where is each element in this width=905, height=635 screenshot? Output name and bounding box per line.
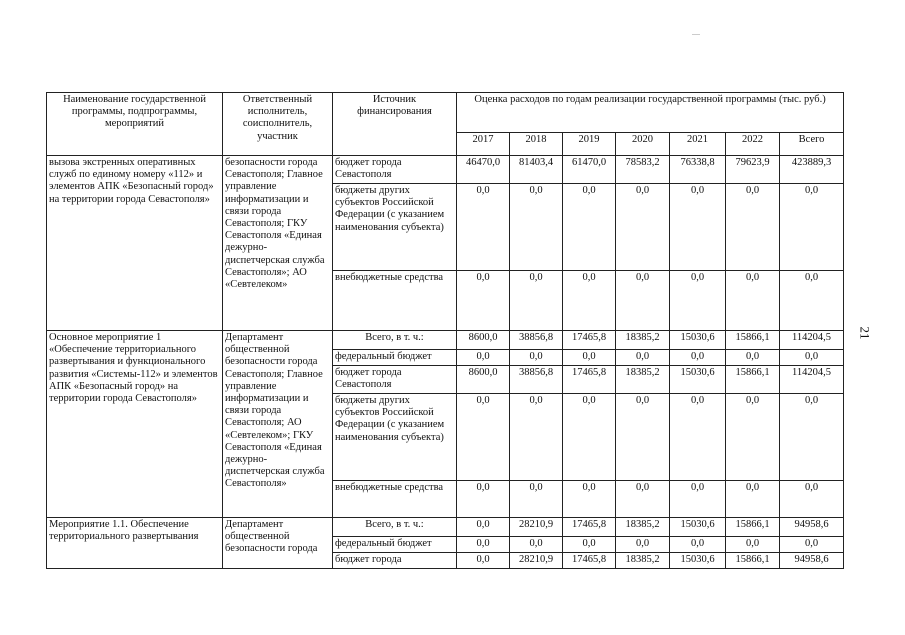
value-cell: 0,0 — [457, 518, 510, 537]
total-cell: 0,0 — [780, 394, 844, 481]
value-cell: 0,0 — [457, 350, 510, 366]
program-name-cell: Мероприятие 1.1. Обеспечение территориального развертывания — [47, 518, 223, 569]
year-total: Всего — [780, 133, 844, 156]
total-cell: 114204,5 — [780, 366, 844, 394]
responsible-cell: безопасности города Севастополя; Главное управление информатизации и связи города Севастополя; ГКУ Севастополя «Единая дежурно-диспетчерская служба Севастополя»; АО «Севтелеком» — [223, 156, 333, 331]
value-cell: 15030,6 — [670, 366, 726, 394]
header-row — [47, 93, 844, 133]
value-cell: 0,0 — [563, 394, 616, 481]
value-cell: 15866,1 — [726, 331, 780, 350]
value-cell: 28210,9 — [510, 553, 563, 569]
total-cell: 0,0 — [780, 184, 844, 271]
value-cell: 15866,1 — [726, 553, 780, 569]
value-cell: 0,0 — [726, 271, 780, 331]
value-cell: 0,0 — [457, 184, 510, 271]
source-cell: бюджеты других субъектов Российской Федерации (с указанием наименования субъекта) — [333, 394, 457, 481]
total-cell: 423889,3 — [780, 156, 844, 184]
table-row — [47, 156, 844, 184]
value-cell: 0,0 — [616, 350, 670, 366]
total-cell: 0,0 — [780, 537, 844, 553]
total-cell: 94958,6 — [780, 553, 844, 569]
value-cell: 0,0 — [457, 271, 510, 331]
value-cell: 0,0 — [457, 537, 510, 553]
value-cell: 76338,8 — [670, 156, 726, 184]
total-cell: 0,0 — [780, 481, 844, 518]
value-cell: 0,0 — [670, 271, 726, 331]
source-cell: внебюджетные средства — [333, 481, 457, 518]
value-cell: 46470,0 — [457, 156, 510, 184]
value-cell: 0,0 — [726, 394, 780, 481]
value-cell: 28210,9 — [510, 518, 563, 537]
table-row — [47, 518, 844, 537]
total-cell: 94958,6 — [780, 518, 844, 537]
source-cell: бюджет города — [333, 553, 457, 569]
value-cell: 8600,0 — [457, 366, 510, 394]
value-cell: 0,0 — [563, 350, 616, 366]
year-2018: 2018 — [510, 133, 563, 156]
value-cell: 0,0 — [726, 184, 780, 271]
source-cell: федеральный бюджет — [333, 350, 457, 366]
program-name-cell: Основное мероприятие 1 «Обеспечение территориального развертывания и функционального развития «Системы-112» и элементов АПК «Безопасный город» на территории города Севастополя» — [47, 331, 223, 518]
value-cell: 0,0 — [616, 481, 670, 518]
year-2017: 2017 — [457, 133, 510, 156]
source-cell: бюджеты других субъектов Российской Федерации (с указанием наименования субъекта) — [333, 184, 457, 271]
value-cell: 15030,6 — [670, 518, 726, 537]
value-cell: 0,0 — [616, 271, 670, 331]
value-cell: 0,0 — [457, 394, 510, 481]
year-2020: 2020 — [616, 133, 670, 156]
value-cell: 0,0 — [726, 537, 780, 553]
value-cell: 17465,8 — [563, 366, 616, 394]
value-cell: 0,0 — [726, 350, 780, 366]
value-cell: 0,0 — [616, 394, 670, 481]
value-cell: 15866,1 — [726, 518, 780, 537]
value-cell: 18385,2 — [616, 331, 670, 350]
value-cell: 79623,9 — [726, 156, 780, 184]
value-cell: 17465,8 — [563, 553, 616, 569]
value-cell: 0,0 — [510, 350, 563, 366]
value-cell: 0,0 — [510, 481, 563, 518]
source-cell: внебюджетные средства — [333, 271, 457, 331]
value-cell: 0,0 — [510, 184, 563, 271]
value-cell: 0,0 — [510, 537, 563, 553]
value-cell: 15030,6 — [670, 331, 726, 350]
value-cell: 0,0 — [616, 184, 670, 271]
header-source: Источник финансирования — [333, 93, 457, 156]
page-number: 21 — [857, 326, 873, 340]
value-cell: 0,0 — [457, 553, 510, 569]
budget-table — [46, 92, 844, 569]
value-cell: 0,0 — [457, 481, 510, 518]
year-2019: 2019 — [563, 133, 616, 156]
value-cell: 0,0 — [670, 350, 726, 366]
value-cell: 17465,8 — [563, 518, 616, 537]
table-row — [47, 331, 844, 350]
source-cell: Всего, в т. ч.: — [333, 331, 457, 350]
value-cell: 8600,0 — [457, 331, 510, 350]
responsible-cell: Департамент общественной безопасности города Севастополя; Главное управление информатизации и связи города Севастополя; АО «Севтелеком»; ГКУ Севастополя «Единая дежурно-диспетчерская служба Севастополя» — [223, 331, 333, 518]
value-cell: 0,0 — [726, 481, 780, 518]
value-cell: 38856,8 — [510, 331, 563, 350]
total-cell: 114204,5 — [780, 331, 844, 350]
responsible-cell: Департамент общественной безопасности города — [223, 518, 333, 569]
value-cell: 17465,8 — [563, 331, 616, 350]
value-cell: 61470,0 — [563, 156, 616, 184]
header-responsible: Ответственный исполнитель, соисполнитель, участник — [223, 93, 333, 156]
year-2022: 2022 — [726, 133, 780, 156]
value-cell: 0,0 — [670, 184, 726, 271]
source-cell: федеральный бюджет — [333, 537, 457, 553]
total-cell: 0,0 — [780, 350, 844, 366]
value-cell: 0,0 — [563, 271, 616, 331]
value-cell: 0,0 — [670, 394, 726, 481]
value-cell: 0,0 — [563, 184, 616, 271]
header-name: Наименование государственной программы, подпрограммы, мероприятий — [47, 93, 223, 156]
value-cell: 0,0 — [563, 481, 616, 518]
value-cell: 78583,2 — [616, 156, 670, 184]
program-name-cell: вызова экстренных оперативных служб по единому номеру «112» и элементов АПК «Безопасный город» на территории города Севастополя» — [47, 156, 223, 331]
source-cell: Всего, в т. ч.: — [333, 518, 457, 537]
value-cell: 81403,4 — [510, 156, 563, 184]
value-cell: 15866,1 — [726, 366, 780, 394]
value-cell: 18385,2 — [616, 366, 670, 394]
value-cell: 18385,2 — [616, 553, 670, 569]
scan-mark — [692, 34, 700, 35]
value-cell: 18385,2 — [616, 518, 670, 537]
value-cell: 0,0 — [670, 481, 726, 518]
value-cell: 0,0 — [510, 271, 563, 331]
value-cell: 15030,6 — [670, 553, 726, 569]
source-cell: бюджет города Севастополя — [333, 156, 457, 184]
year-2021: 2021 — [670, 133, 726, 156]
total-cell: 0,0 — [780, 271, 844, 331]
value-cell: 0,0 — [616, 537, 670, 553]
value-cell: 0,0 — [670, 537, 726, 553]
source-cell: бюджет города Севастополя — [333, 366, 457, 394]
value-cell: 38856,8 — [510, 366, 563, 394]
value-cell: 0,0 — [510, 394, 563, 481]
value-cell: 0,0 — [563, 537, 616, 553]
header-estimate: Оценка расходов по годам реализации государственной программы (тыс. руб.) — [457, 93, 844, 133]
